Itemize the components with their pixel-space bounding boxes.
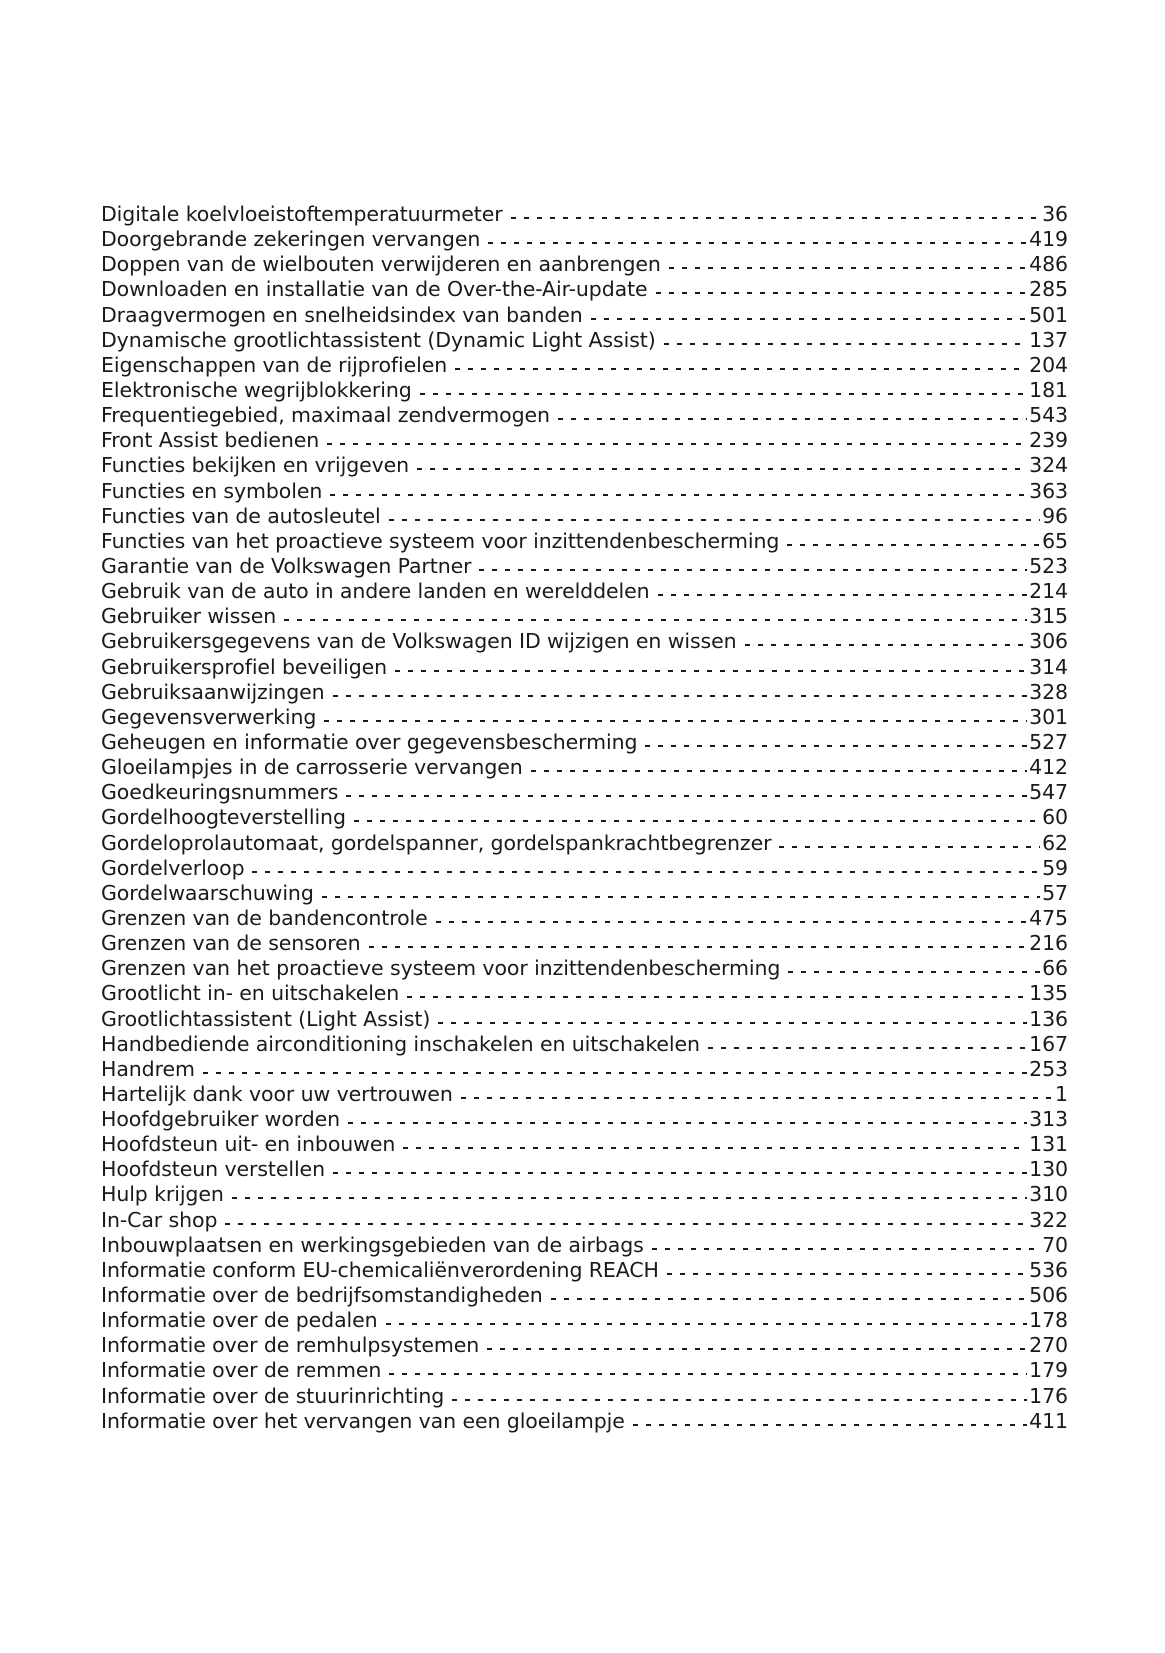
entry-page-number: 66 [1042, 956, 1068, 981]
index-entry [101, 227, 1068, 252]
entry-label: Gebruiksaanwijzingen [101, 679, 325, 704]
dot-leader [633, 1424, 1027, 1426]
entry-label: Frequentiegebied, maximaal zendvermogen [101, 403, 550, 428]
dot-leader [348, 1122, 1027, 1124]
dot-leader [667, 1273, 1027, 1275]
index-entry [101, 453, 1068, 478]
index-entry [101, 680, 1068, 705]
index-entry [101, 1384, 1068, 1409]
dot-leader [252, 871, 1040, 873]
entry-label: Garantie van de Volkswagen Partner [101, 553, 472, 578]
dot-leader [656, 292, 1028, 294]
entry-label: Informatie over het vervangen van een gloeilampje [101, 1408, 625, 1433]
entry-page-number: 179 [1029, 1358, 1068, 1383]
dot-leader [203, 1072, 1027, 1074]
entry-page-number: 363 [1029, 478, 1068, 503]
dot-leader [395, 670, 1027, 672]
entry-page-number: 306 [1029, 629, 1068, 654]
entry-page-number: 135 [1029, 981, 1068, 1006]
entry-page-number: 204 [1029, 352, 1068, 377]
dot-leader [788, 971, 1040, 973]
entry-label: Grenzen van de bandencontrole [101, 905, 428, 930]
index-entry [101, 1157, 1068, 1182]
index-entry [101, 1308, 1068, 1333]
entry-label: Elektronische wegrijblokkering [101, 377, 412, 402]
entry-page-number: 315 [1029, 604, 1068, 629]
index-entry [101, 1233, 1068, 1258]
dot-leader [436, 921, 1028, 923]
dot-leader [225, 1223, 1027, 1225]
entry-label: Gordelverloop [101, 855, 245, 880]
entry-page-number: 60 [1042, 805, 1068, 830]
index-entry [101, 1208, 1068, 1233]
entry-page-number: 181 [1029, 377, 1068, 402]
entry-page-number: 65 [1042, 528, 1068, 553]
dot-leader [487, 1348, 1027, 1350]
entry-page-number: 501 [1029, 302, 1068, 327]
entry-label: Informatie conform EU-chemicaliënverordening REACH [101, 1257, 659, 1282]
dot-leader [232, 1197, 1027, 1199]
entry-label: Grootlicht in- en uitschakelen [101, 981, 400, 1006]
dot-leader [333, 1172, 1027, 1174]
entry-label: Gebruikersprofiel beveiligen [101, 654, 388, 679]
entry-label: Gordeloprolautomaat, gordelspanner, gordelspankrachtbegrenzer [101, 830, 772, 855]
dot-leader [652, 1248, 1040, 1250]
dot-leader [389, 519, 1041, 521]
dot-leader [346, 795, 1027, 797]
entry-page-number: 486 [1029, 252, 1068, 277]
entry-page-number: 62 [1042, 830, 1068, 855]
dot-leader [389, 1373, 1027, 1375]
entry-label: Dynamische grootlichtassistent (Dynamic Light Assist) [101, 327, 656, 352]
index-entry [101, 303, 1068, 328]
entry-label: Goedkeuringsnummers [101, 780, 339, 805]
index-entry [101, 504, 1068, 529]
entry-label: Inbouwplaatsen en werkingsgebieden van de airbags [101, 1232, 644, 1257]
index-entry [101, 1283, 1068, 1308]
entry-label: Functies van het proactieve systeem voor inzittendenbescherming [101, 528, 780, 553]
index-entry [101, 428, 1068, 453]
entry-label: Gordelwaarschuwing [101, 880, 314, 905]
index-entry [101, 328, 1068, 353]
entry-label: Doorgebrande zekeringen vervangen [101, 227, 481, 252]
entry-page-number: 313 [1029, 1107, 1068, 1132]
entry-page-number: 506 [1029, 1283, 1068, 1308]
entry-page-number: 214 [1029, 579, 1068, 604]
index-entry [101, 705, 1068, 730]
entry-label: Gegevensverwerking [101, 704, 317, 729]
dot-leader [420, 393, 1027, 395]
dot-leader [488, 242, 1027, 244]
entry-page-number: 59 [1042, 855, 1068, 880]
entry-label: Gebruikersgegevens van de Volkswagen ID wijzigen en wissen [101, 629, 737, 654]
dot-leader [407, 996, 1027, 998]
index-entry [101, 1182, 1068, 1207]
entry-label: Downloaden en installatie van de Over-the-Air-update [101, 277, 648, 302]
entry-page-number: 270 [1029, 1333, 1068, 1358]
entry-label: Gloeilampjes in de carrosserie vervangen [101, 755, 523, 780]
index-entry [101, 1358, 1068, 1383]
dot-leader [452, 1399, 1027, 1401]
index-entry [101, 856, 1068, 881]
entry-page-number: 130 [1029, 1157, 1068, 1182]
index-entry [101, 202, 1068, 227]
entry-page-number: 547 [1029, 780, 1068, 805]
dot-leader [333, 695, 1028, 697]
index-entry [101, 1057, 1068, 1082]
entry-label: In-Car shop [101, 1207, 218, 1232]
dot-leader [645, 745, 1027, 747]
entry-page-number: 543 [1029, 403, 1068, 428]
entry-page-number: 136 [1029, 1006, 1068, 1031]
index-entry [101, 780, 1068, 805]
entry-label: Hoofdsteun verstellen [101, 1157, 325, 1182]
index-entry [101, 1007, 1068, 1032]
index-entry [101, 1258, 1068, 1283]
entry-page-number: 328 [1029, 679, 1068, 704]
entry-page-number: 167 [1029, 1031, 1068, 1056]
entry-label: Grootlichtassistent (Light Assist) [101, 1006, 431, 1031]
index-entry [101, 1333, 1068, 1358]
index-entry [101, 755, 1068, 780]
index-entry [101, 906, 1068, 931]
index-entry [101, 1082, 1068, 1107]
entry-label: Handbediende airconditioning inschakelen en uitschakelen [101, 1031, 700, 1056]
index-entry [101, 1032, 1068, 1057]
index-entry [101, 805, 1068, 830]
entry-page-number: 536 [1029, 1257, 1068, 1282]
dot-leader [327, 443, 1027, 445]
entry-label: Hartelijk dank voor uw vertrouwen [101, 1081, 453, 1106]
dot-leader [591, 318, 1027, 320]
dot-leader [669, 267, 1027, 269]
index-entry [101, 604, 1068, 629]
dot-leader [558, 418, 1027, 420]
entry-label: Front Assist bedienen [101, 428, 320, 453]
dot-leader [324, 720, 1027, 722]
dot-leader [461, 1097, 1053, 1099]
entry-page-number: 324 [1029, 453, 1068, 478]
entry-page-number: 178 [1029, 1308, 1068, 1333]
entry-page-number: 1 [1055, 1081, 1068, 1106]
index-entry [101, 730, 1068, 755]
index-entry [101, 981, 1068, 1006]
index-entry [101, 378, 1068, 403]
entry-label: Draagvermogen en snelheidsindex van banden [101, 302, 583, 327]
dot-leader [531, 770, 1028, 772]
entry-page-number: 285 [1029, 277, 1068, 302]
entry-page-number: 239 [1029, 428, 1068, 453]
dot-leader [354, 820, 1040, 822]
entry-page-number: 475 [1029, 905, 1068, 930]
entry-label: Doppen van de wielbouten verwijderen en aanbrengen [101, 252, 661, 277]
entry-label: Hoofdgebruiker worden [101, 1107, 341, 1132]
dot-leader [511, 217, 1041, 219]
entry-label: Digitale koelvloeistoftemperatuurmeter [101, 202, 503, 226]
entry-page-number: 301 [1029, 704, 1068, 729]
index-entry [101, 931, 1068, 956]
entry-page-number: 411 [1029, 1408, 1068, 1433]
index-entry [101, 277, 1068, 302]
entry-page-number: 70 [1042, 1232, 1068, 1257]
entry-page-number: 322 [1029, 1207, 1068, 1232]
dot-leader [417, 468, 1027, 470]
dot-leader [386, 1323, 1028, 1325]
entry-page-number: 57 [1042, 880, 1068, 905]
entry-label: Gebruiker wissen [101, 604, 277, 629]
entry-page-number: 314 [1029, 654, 1068, 679]
dot-leader [551, 1298, 1028, 1300]
entry-label: Gordelhoogteverstelling [101, 805, 346, 830]
index-entry [101, 956, 1068, 981]
index-entry [101, 403, 1068, 428]
dot-leader [479, 569, 1027, 571]
index-entry [101, 1107, 1068, 1132]
entry-label: Grenzen van het proactieve systeem voor inzittendenbescherming [101, 956, 781, 981]
dot-leader [322, 896, 1040, 898]
entry-page-number: 523 [1029, 553, 1068, 578]
entry-page-number: 253 [1029, 1056, 1068, 1081]
entry-label: Informatie over de remmen [101, 1358, 382, 1383]
entry-label: Informatie over de stuurinrichting [101, 1383, 445, 1408]
entry-label: Grenzen van de sensoren [101, 931, 361, 956]
entry-label: Informatie over de remhulpsystemen [101, 1333, 480, 1358]
index-entry [101, 655, 1068, 680]
dot-leader [284, 619, 1027, 621]
index-entry [101, 353, 1068, 378]
entry-page-number: 96 [1042, 503, 1068, 528]
index-list [101, 202, 1068, 1434]
dot-leader [664, 343, 1028, 345]
index-entry [101, 554, 1068, 579]
entry-page-number: 310 [1029, 1182, 1068, 1207]
dot-leader [779, 846, 1040, 848]
entry-label: Geheugen en informatie over gegevensbescherming [101, 729, 638, 754]
entry-page-number: 527 [1029, 729, 1068, 754]
entry-label: Informatie over de bedrijfsomstandigheden [101, 1283, 543, 1308]
entry-label: Functies en symbolen [101, 478, 323, 503]
index-entry [101, 529, 1068, 554]
dot-leader [658, 594, 1028, 596]
dot-leader [708, 1047, 1027, 1049]
entry-label: Eigenschappen van de rijprofielen [101, 352, 448, 377]
index-entry [101, 1132, 1068, 1157]
dot-leader [745, 644, 1028, 646]
entry-page-number: 137 [1029, 327, 1068, 352]
entry-label: Gebruik van de auto in andere landen en werelddelen [101, 579, 650, 604]
dot-leader [403, 1147, 1027, 1149]
index-entry [101, 629, 1068, 654]
dot-leader [438, 1022, 1027, 1024]
entry-page-number: 176 [1029, 1383, 1068, 1408]
entry-page-number: 412 [1029, 755, 1068, 780]
dot-leader [330, 494, 1027, 496]
index-entry [101, 252, 1068, 277]
entry-page-number: 131 [1029, 1132, 1068, 1157]
entry-page-number: 36 [1042, 202, 1068, 226]
dot-leader [369, 946, 1028, 948]
dot-leader [455, 368, 1027, 370]
entry-label: Hulp krijgen [101, 1182, 224, 1207]
index-entry [101, 881, 1068, 906]
dot-leader [787, 544, 1040, 546]
entry-page-number: 419 [1029, 227, 1068, 252]
index-entry [101, 579, 1068, 604]
index-entry [101, 831, 1068, 856]
index-entry [101, 479, 1068, 504]
entry-page-number: 216 [1029, 931, 1068, 956]
entry-label: Informatie over de pedalen [101, 1308, 378, 1333]
entry-label: Functies van de autosleutel [101, 503, 381, 528]
entry-label: Functies bekijken en vrijgeven [101, 453, 410, 478]
entry-label: Hoofdsteun uit- en inbouwen [101, 1132, 396, 1157]
entry-label: Handrem [101, 1056, 195, 1081]
index-entry [101, 1409, 1068, 1434]
